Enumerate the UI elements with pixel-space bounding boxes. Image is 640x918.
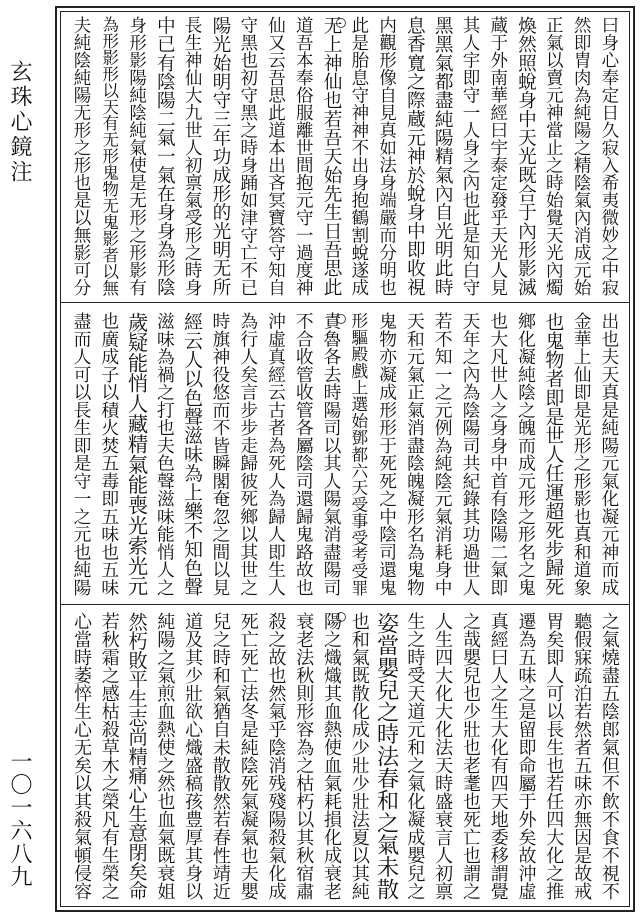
text-column: 盡而人可以長生即是守一之元也純陽 [71,312,91,596]
text-column: 死亡死亡法冬是純陰死氣凝氣也夫嬰 [237,612,259,900]
text-column: 之哉嬰兒也少壯也老耄也死亡也謂之 [459,612,481,900]
panel-middle-columns [68,312,622,600]
text-column: 殺之故也然氣乎陰消残殘陽殺氣化成 [265,612,287,900]
text-column: 衰老法秋則形容為之枯朽以其秋宿肅 [293,612,315,900]
text-panel-bottom [62,612,628,904]
text-column: 身形影陽純陰純氣使是无形之形影有 [126,16,147,296]
text-column: 沖虛真經云古者為死人為歸人即生人 [265,312,286,596]
text-column: 此是胎息守神神不出身抱鶴割蛻遂成 [348,16,369,296]
text-column: 生之時受天道元和之氣化凝成嬰兒之 [404,612,426,900]
text-column: 姿當嬰兒之時法春和之氣未散 [373,612,400,900]
text-column: 也大凡世人之身身中首有陰陽二氣即 [487,312,508,596]
text-column: 息香寬之際蔵元神於蛻身中即收視 [404,16,426,297]
text-column: 内觀形像自見真如法身端嚴而分明也 [376,16,397,296]
text-column: 責魯各去時陽司以其人陽氣消盡陽司 [321,312,342,596]
text-column: 長生神仙大九世人初禀氣受形之時身 [182,16,203,296]
text-column: 經云人以色聲滋味為上樂不知色聲 [181,312,204,596]
text-column: 遷為五味之是留即命屬于外矣故沖虛 [515,612,537,900]
side-title: 玄珠心鏡注 [7,60,32,185]
text-column: 真經曰人之生大化有四天地委移謂覺 [487,612,509,900]
text-column: 金華上仙即是光形之形影也真和道象 [571,312,592,596]
text-column: 煥然照蛻身中天光既合于內形影滅 [515,16,537,297]
text-column: 其人宇即守一人身之內也此是知白守 [459,16,480,296]
text-column: 夫純陰純陽无形之形也是以無影可分 [71,16,91,296]
text-column: 出也夫天真是純陽元氣化凝元神而成 [598,312,619,596]
text-column: 不合收管收管各屬陰司還歸鬼路故也 [293,312,314,596]
text-column: 聽假寐疏泊若然者五味亦無因是故戒 [571,612,593,900]
text-column: 之氣燒盡五陰郎氣但不飲不食不視不 [598,612,620,900]
text-panel-middle [62,312,628,600]
text-column: 陽之熾熾其血熱使血氣耗損化成衰老 [321,612,343,900]
text-column: 胃矣即人可以長生也若任四大化之推 [543,612,565,900]
text-column: 純陽之氣煎血熱使之然也血氣既衰姐 [154,612,176,900]
text-column: 仙又云吾思此道本出吝冥寶答守知自 [265,16,286,296]
text-column: 心當時萎悴生心无矣以其殺氣頓侵容 [71,612,92,900]
text-column: 形驅殿戲上選始鄧都六天受事受考受罪 [348,312,369,596]
text-column: 鄉化凝純陰之魄而成元形之形名之鬼 [515,312,536,596]
text-column: 若秋霜之感枯殺草木之榮凡有生榮之 [98,612,120,900]
text-column: 也和氣既散化成少壯少壯法夏以其純 [348,612,370,900]
text-column: 陽光始明守三年功成形的光明无所 [209,16,231,297]
page-number: 一〇一六八九 [7,750,32,888]
text-column: 曰身心奉定日久寂入希夷微妙之中寂 [598,16,619,296]
text-column: 蔵于外南華經曰宇泰定發乎天光人見 [487,16,508,296]
text-column: 然即胄肉為純陽之精陰氣內消成元始 [571,16,592,296]
text-column: 滋味為禍之打也夫色聲滋味能悄人之 [154,312,175,596]
text-column: 也鬼物者即是世人任運超死步歸死 [542,312,565,596]
text-column: 守黑也初守黑之時身踊如津守亡不已 [237,16,258,296]
panel-bottom-columns [68,612,622,904]
text-column: 為形影形以天有无形鬼物无鬼影者以無 [99,16,119,296]
text-column: 兒之時和氣猶自未散散然若春性靖近 [209,612,231,900]
text-column: 天和元氣正氣消盡陰魄凝形名為鬼物 [404,312,425,596]
text-column: 歲疑能悄人藏精氣能喪光索光元 [124,312,149,597]
text-column: 中已有陰陽二氣一氣在身身為形陰 [154,16,176,297]
text-column: 鬼物亦凝成形形于死死之中陰司還鬼 [376,312,397,596]
text-column: 為行人矣言步步走歸彼死鄉以其世之 [237,312,258,596]
text-column: 道及其少壯欲心熾盛稿孩豊厚其身以 [182,612,204,900]
text-column: 也廣成子以積火焚五毒即五味也五味 [98,312,119,596]
text-column: 人生四大化大化法天時盛衰言人初禀 [432,612,454,900]
panel-top-columns [68,16,622,300]
text-column: 若不知一之元例為純陰元氣消耗身中 [432,312,453,596]
text-column: 正氣以賣元神當止之時始覺天光內燭 [543,16,564,296]
panel-divider-1 [60,302,630,303]
panel-divider-2 [60,604,630,605]
text-panel-top [62,16,628,300]
text-column: 時旗神役悠而不皆瞬閣奄忽之間以見 [209,312,230,596]
text-column: 然朽敗平生志尚精痛心生意閉矣命 [125,612,149,900]
text-column: 无上神仙也若吾天始先生日吾思此 [321,16,343,297]
text-column: 道吾本奉俗服離世間抱元守一過度神 [293,16,314,296]
text-column: 天年之內為陰陽司共紀錄其功過世人 [459,312,480,596]
text-column: 黑黑氣都盡純陽精氣內自光明此時 [432,16,454,297]
